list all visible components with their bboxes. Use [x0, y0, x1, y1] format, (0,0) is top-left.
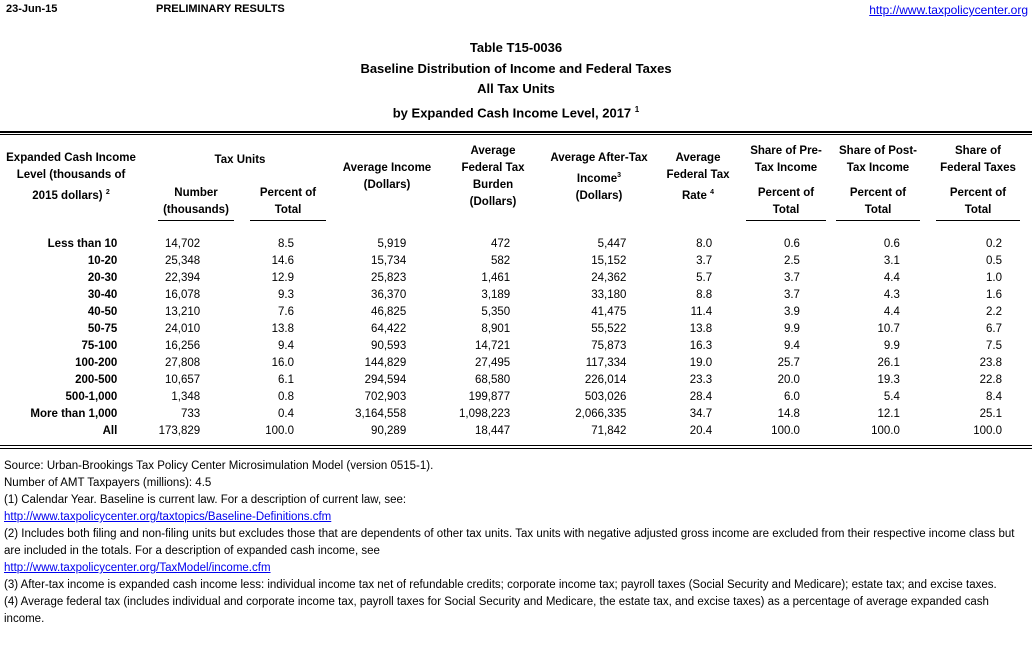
cell-rate: 5.7	[696, 272, 713, 284]
row-label: 75-100	[81, 340, 118, 352]
distribution-table	[0, 236, 1032, 440]
col-average-tax-rate: Average Federal Tax Rate $^4$	[666, 152, 730, 202]
cell-burden: 27,495	[475, 357, 511, 369]
col-share-federal-taxes: Share of Federal Taxes	[940, 145, 1016, 174]
cell-burden: 68,580	[475, 374, 511, 386]
footnote-ref: 1	[634, 104, 640, 114]
cell-after-tax: 117,334	[585, 357, 627, 369]
cell-after-tax: 33,180	[591, 289, 627, 301]
table-title: Baseline Distribution of Income and Federal Taxes	[360, 60, 672, 76]
table-row	[0, 338, 1032, 355]
cell-burden: 5,350	[481, 306, 511, 318]
cell-rate: 8.0	[696, 238, 713, 250]
cell-pre: 20.0	[777, 374, 800, 386]
cell-after-tax: 2,066,335	[575, 408, 627, 420]
row-label: All	[102, 425, 118, 437]
col-number: Number (thousands)	[158, 185, 234, 221]
col-share-post-tax: Share of Post-Tax Income	[839, 145, 917, 174]
cell-pre: 0.6	[783, 238, 800, 250]
cell-pre: 25.7	[777, 357, 800, 369]
col-percent-total: Percent of Total	[250, 185, 326, 221]
cell-number: 16,078	[164, 289, 201, 301]
table-row	[0, 321, 1032, 338]
cell-burden: 1,461	[481, 272, 511, 284]
cell-number: 733	[180, 408, 201, 420]
cell-post: 9.9	[883, 340, 900, 352]
cell-avg-income: 3,164,558	[355, 408, 407, 420]
cell-avg-income: 64,422	[371, 323, 407, 335]
cell-avg-income: 702,903	[364, 391, 407, 403]
cell-burden: 14,721	[475, 340, 511, 352]
cell-post: 19.3	[877, 374, 900, 386]
cell-rate: 16.3	[689, 340, 713, 352]
amt-note: Number of AMT Taxpayers (millions): 4.5	[4, 477, 212, 489]
table-bottom-rule	[0, 445, 1032, 446]
cell-post: 0.6	[883, 238, 900, 250]
cell-pre: 6.0	[783, 391, 800, 403]
cell-pre: 100.0	[771, 425, 800, 437]
footnote-1-link[interactable]: http://www.taxpolicycenter.org/taxtopics/Baseline-Definitions.cfm	[4, 511, 332, 523]
cell-pct: 9.4	[278, 340, 295, 352]
header-top-rule	[0, 131, 1032, 133]
footnote-2: (2) Includes both filing and non-filing units but excludes those that are dependents of other tax units. Tax units with negative adjusted gross income are excluded from their respective income class but are included in the totals. For a description of expanded cash income, see	[4, 528, 1015, 557]
cell-after-tax: 75,873	[591, 340, 627, 352]
cell-fed: 25.1	[979, 408, 1002, 420]
cell-avg-income: 46,825	[371, 306, 407, 318]
col-share-pre-tax: Share of Pre-Tax Income	[750, 145, 822, 174]
cell-pct: 16.0	[271, 357, 295, 369]
cell-burden: 582	[491, 255, 511, 267]
cell-after-tax: 226,014	[584, 374, 627, 386]
cell-fed: 0.5	[986, 255, 1002, 267]
cell-pct: 13.8	[271, 323, 295, 335]
cell-after-tax: 41,475	[591, 306, 627, 318]
footnote-1: (1) Calendar Year. Baseline is current law. For a description of current law, see:	[4, 494, 407, 506]
row-label: Less than 10	[47, 238, 118, 250]
table-row	[0, 270, 1032, 287]
preliminary-label: PRELIMINARY RESULTS	[156, 3, 285, 15]
table-row	[0, 423, 1032, 440]
cell-avg-income: 15,734	[371, 255, 407, 267]
row-label: 20-30	[87, 272, 118, 284]
cell-fed: 100.0	[973, 425, 1002, 437]
cell-burden: 199,877	[468, 391, 511, 403]
table-row	[0, 287, 1032, 304]
row-label: 200-500	[75, 374, 118, 386]
cell-post: 4.4	[883, 306, 900, 318]
cell-rate: 20.4	[689, 425, 713, 437]
table-row	[0, 355, 1032, 372]
col-share-post-pct: Percent of Total	[836, 185, 920, 221]
cell-number: 14,702	[164, 238, 201, 250]
cell-avg-income: 36,370	[371, 289, 407, 301]
cell-after-tax: 15,152	[591, 255, 627, 267]
cell-burden: 3,189	[481, 289, 511, 301]
table-row	[0, 236, 1032, 253]
table-titles	[0, 38, 1032, 123]
col-tax-units: Tax Units	[214, 154, 266, 166]
cell-post: 100.0	[871, 425, 900, 437]
cell-rate: 28.4	[689, 391, 713, 403]
cell-avg-income: 25,823	[371, 272, 407, 284]
source-note: Source: Urban-Brookings Tax Policy Center Microsimulation Model (version 0515-1).	[4, 460, 434, 472]
cell-number: 16,256	[164, 340, 201, 352]
cell-number: 24,010	[164, 323, 201, 335]
cell-after-tax: 503,026	[584, 391, 627, 403]
table-number: Table T15-0036	[469, 40, 563, 55]
top-bar	[6, 3, 1028, 19]
header-top-rule-thin	[0, 134, 1032, 135]
cell-pct: 100.0	[265, 425, 295, 437]
cell-post: 12.1	[877, 408, 900, 420]
cell-pct: 8.5	[278, 238, 295, 250]
cell-number: 173,829	[158, 425, 201, 437]
row-label: 30-40	[87, 289, 118, 301]
cell-number: 22,394	[164, 272, 201, 284]
cell-burden: 1,098,223	[459, 408, 511, 420]
cell-fed: 6.7	[986, 323, 1002, 335]
cell-pct: 6.1	[278, 374, 295, 386]
cell-pct: 14.6	[271, 255, 295, 267]
row-label: 40-50	[87, 306, 118, 318]
cell-post: 5.4	[883, 391, 900, 403]
col-average-tax-burden: Average Federal Tax Burden (Dollars)	[461, 145, 525, 208]
report-date: 23-Jun-15	[6, 3, 58, 15]
cell-rate: 8.8	[696, 289, 713, 301]
footnote-4: (4) Average federal tax (includes individual and corporate income tax, payroll taxes for Social Security and Medicare, the estate tax, and excise taxes) as a percentage of average expanded cash income.	[4, 596, 989, 625]
col-share-fed-pct: Percent of Total	[936, 185, 1020, 221]
cell-post: 4.3	[883, 289, 900, 301]
cell-rate: 23.3	[689, 374, 713, 386]
cell-post: 3.1	[883, 255, 900, 267]
cell-rate: 11.4	[690, 306, 713, 318]
cell-after-tax: 71,842	[591, 425, 627, 437]
col-average-after-tax: Average After-Tax Income$^3$ (Dollars)	[550, 152, 648, 202]
row-label: 500-1,000	[65, 391, 118, 403]
cell-pre: 9.4	[783, 340, 800, 352]
cell-rate: 19.0	[689, 357, 713, 369]
row-label: More than 1,000	[30, 408, 118, 420]
cell-after-tax: 24,362	[591, 272, 627, 284]
cell-post: 4.4	[883, 272, 900, 284]
footnote-2-link[interactable]: http://www.taxpolicycenter.org/TaxModel/income.cfm	[4, 562, 271, 574]
cell-avg-income: 90,289	[371, 425, 407, 437]
cell-rate: 34.7	[689, 408, 713, 420]
cell-pct: 0.8	[278, 391, 295, 403]
cell-burden: 8,901	[481, 323, 511, 335]
cell-fed: 8.4	[986, 391, 1002, 403]
cell-post: 26.1	[877, 357, 900, 369]
cell-avg-income: 294,594	[364, 374, 407, 386]
cell-pre: 3.9	[783, 306, 800, 318]
table-row	[0, 389, 1032, 406]
cell-pct: 12.9	[271, 272, 295, 284]
cell-pct: 0.4	[278, 408, 295, 420]
row-label: 50-75	[87, 323, 118, 335]
cell-number: 25,348	[164, 255, 201, 267]
row-label: 10-20	[87, 255, 118, 267]
footnotes	[4, 458, 1030, 628]
cell-pre: 3.7	[783, 289, 800, 301]
col-income-level: Expanded Cash Income Level (thousands of 2015 dollars) $^2$	[6, 152, 136, 202]
table-row	[0, 406, 1032, 423]
cell-number: 27,808	[164, 357, 201, 369]
cell-pre: 14.8	[777, 408, 800, 420]
row-label: 100-200	[75, 357, 118, 369]
cell-after-tax: 55,522	[591, 323, 627, 335]
cell-burden: 18,447	[475, 425, 511, 437]
cell-avg-income: 5,919	[377, 238, 407, 250]
col-share-pre-pct: Percent of Total	[746, 185, 826, 221]
cell-pct: 7.6	[278, 306, 295, 318]
cell-fed: 23.8	[979, 357, 1002, 369]
table-row	[0, 372, 1032, 389]
table-bottom-rule-2	[0, 448, 1032, 449]
table-row	[0, 253, 1032, 270]
cell-fed: 0.2	[986, 238, 1002, 250]
footnote-3: (3) After-tax income is expanded cash income less: individual income tax net of refundable credits; corporate income tax; payroll taxes (Social Security and Medicare); estate tax; and excise taxes.	[4, 579, 997, 591]
cell-post: 10.7	[877, 323, 900, 335]
cell-avg-income: 90,593	[371, 340, 407, 352]
cell-fed: 22.8	[979, 374, 1002, 386]
cell-number: 10,657	[164, 374, 201, 386]
cell-number: 1,348	[171, 391, 201, 403]
col-average-income: Average Income (Dollars)	[342, 162, 432, 191]
cell-pre: 2.5	[783, 255, 800, 267]
cell-fed: 1.0	[986, 272, 1002, 284]
cell-pct: 9.3	[278, 289, 295, 301]
cell-rate: 3.7	[696, 255, 713, 267]
cell-rate: 13.8	[689, 323, 713, 335]
cell-number: 13,210	[164, 306, 201, 318]
cell-pre: 3.7	[783, 272, 800, 284]
table-subtitle-level: by Expanded Cash Income Level, 2017 $^1$	[392, 104, 640, 120]
cell-pre: 9.9	[783, 323, 800, 335]
table-row	[0, 304, 1032, 321]
cell-fed: 2.2	[986, 306, 1002, 318]
table-subtitle-units: All Tax Units	[477, 81, 555, 96]
cell-fed: 1.6	[986, 289, 1002, 301]
cell-burden: 472	[491, 238, 511, 250]
cell-fed: 7.5	[986, 340, 1002, 352]
cell-avg-income: 144,829	[364, 357, 407, 369]
site-link[interactable]: http://www.taxpolicycenter.org	[869, 3, 1028, 17]
cell-after-tax: 5,447	[597, 238, 627, 250]
